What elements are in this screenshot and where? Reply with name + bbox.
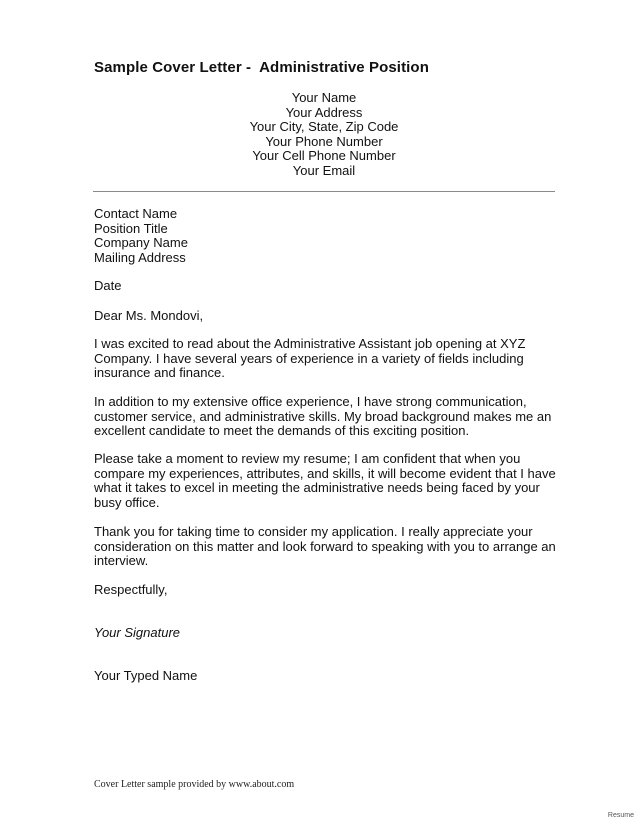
recipient-position-title: Position Title	[94, 220, 168, 236]
paragraph-line: insurance and finance.	[94, 365, 225, 381]
typed-name: Your Typed Name	[94, 668, 198, 683]
footer-credit: Cover Letter sample provided by www.about.com	[94, 779, 295, 790]
sender-city-state-zip: Your City, State, Zip Code	[249, 119, 399, 135]
sender-address: Your Address	[285, 104, 363, 120]
sender-block	[200, 91, 448, 179]
recipient-block	[94, 207, 188, 265]
paragraph-line: compare my experiences, attributes, and skills, it will become evident that I have	[94, 465, 556, 481]
page-title: Sample Cover Letter - Administrative Position	[94, 59, 429, 76]
paragraph-line: busy office.	[94, 494, 160, 510]
sender-cell-phone: Your Cell Phone Number	[252, 148, 396, 164]
paragraph-4	[94, 525, 564, 569]
recipient-company-name: Company Name	[94, 235, 188, 251]
paragraph-line: Thank you for taking time to consider my application. I really appreciate your	[94, 524, 533, 539]
paragraph-line: Please take a moment to review my resume; I am confident that when you	[94, 451, 521, 466]
recipient-contact-name: Contact Name	[94, 206, 178, 221]
paragraph-line: Company. I have several years of experience in a variety of fields including	[94, 350, 524, 366]
paragraph-line: I was excited to read about the Administrative Assistant job opening at XYZ	[94, 336, 526, 351]
signature: Your Signature	[94, 625, 181, 640]
paragraph-line: In addition to my extensive office experience, I have strong communication,	[94, 394, 527, 409]
paragraph-line: customer service, and administrative skills. My broad background makes me an	[94, 408, 552, 424]
paragraph-line: consideration on this matter and look forward to speaking with you to arrange an	[94, 538, 556, 554]
sender-email: Your Email	[292, 162, 356, 178]
closing: Respectfully,	[94, 582, 168, 597]
salutation: Dear Ms. Mondovi,	[94, 308, 204, 323]
paragraph-line: interview.	[94, 553, 149, 569]
watermark: Resume	[607, 812, 634, 819]
paragraph-3	[94, 452, 564, 510]
date-line: Date	[94, 278, 122, 293]
paragraph-2	[94, 395, 564, 439]
sender-phone: Your Phone Number	[265, 133, 383, 149]
paragraph-1	[94, 337, 564, 381]
paragraph-line: what it takes to excel in meeting the administrative needs being faced by your	[94, 480, 540, 496]
header-divider	[93, 191, 555, 192]
paragraph-line: excellent candidate to meet the demands of this exciting position.	[94, 423, 470, 439]
recipient-mailing-address: Mailing Address	[94, 249, 186, 265]
sender-name: Your Name	[291, 90, 357, 105]
